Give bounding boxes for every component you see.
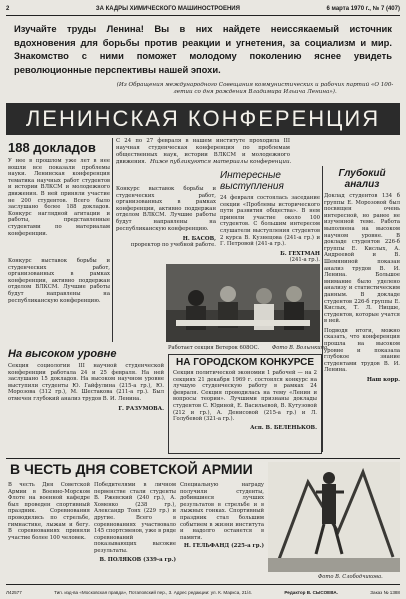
- conference-banner: ЛЕНИНСКАЯ КОНФЕРЕНЦИЯ: [6, 103, 400, 135]
- left-article2: [8, 348, 164, 412]
- left-article-body: У нее в прошлом уже лет в нее вошли все показали проблемы науки. Ленинская конференция тематика научных работ студентов и истории ВЛКСМ и молодежного движения. В ней приняли участие не 200 студентов. Всего было заслушано более 188 докладов. Конкурс наглядной агитации и работы, представленные студентами по материалам конференции.: [8, 158, 110, 237]
- footer-rule: [6, 584, 400, 585]
- page-footer: [6, 588, 400, 596]
- left-article2-headline: На высоком уровне: [8, 348, 117, 360]
- right-article-body: Доклад студентов 134 б группы Е. Морозовой был посвящен очень интересной, но ранее не изученной теме. Работа выполнена на высоком научном уровне. В докладе студентов 226-б группы Е. Кислых, А. Андреевой и В. Шемяниной показан анализ трудов В. И. Ленина. Большое внимание было уделено анализу и статистическим данным. В докладе студентов 226-б группы Е. Кислых, Т. Л. Ницше, студентов, которые учатся в ней.: [324, 193, 400, 325]
- page-number: 2: [6, 6, 10, 12]
- mid-article: [220, 170, 320, 263]
- left-article-body-col2: Конкурс выставок борьбы и студенческих работ, организованных в рамках конференции, активно поддержан отделом ВЛКСМ. Лучшие работы будут направлены на республиканскую конференцию.: [116, 186, 216, 232]
- conference-photo: [166, 264, 320, 342]
- photo2-credit: Фото В. Слободчикова.: [318, 574, 383, 580]
- army-col1: В честь Дня Советской Армии в Военно-Морском Флоте на военной кафедре был проведен спортивный праздник. Соревнования проводились по стрельбе, гимнастике, лыжам и бегу. В соревнованиях приняли участие более 100 человек.: [8, 482, 90, 541]
- mid-article-sign: Б. ГЕХТМАН: [280, 250, 320, 257]
- footer-code: Л42577: [6, 589, 22, 595]
- footer-printer: Тип. изд-ва «Московская правда», Потаповский пер., 3. Адрес редакции: ул. К. Маркса, 21/4.: [54, 589, 253, 595]
- left-article-headline: 188 докладов: [8, 140, 96, 155]
- photo1-credit: Фото В. Волынкина.: [272, 345, 329, 351]
- left-article2-sign: Г. РАЗУМОВА.: [118, 405, 164, 412]
- right-article: [324, 168, 400, 383]
- army-sign3: Н. ГЕЛЬФАНД (225-а гр.): [183, 543, 264, 550]
- lenin-quote: Изучайте труды Ленина! Вы в них найдете неиссякаемый источник вдохновения для борьбы против реакции и угнетения, за социализм и мир. Знакомство с ними поможет молодому поколению яснее увидеть революционные перспективы нашей эпохи.: [14, 23, 392, 75]
- army-photo-image: [268, 462, 400, 572]
- city-contest-sign: Асп. В. БЕЛЕНЬКОВ.: [250, 424, 317, 431]
- footer-order: Заказ № 1388: [370, 589, 400, 595]
- city-contest-body: Секция политической экономии 1 рабочей — на 2 секциях 21 декабря 1969 г. состоялся конкурс на лучшую студенческую работу в рамках 24 февраля. Секция проводилась на тему «Ленин и вопросы теории». Лучшими признаны доклады студентов С. Юдиной, Е. Васильевой, В. Кутузовой (212 и гр.), А. Денисовой (215-а гр.) и Л. Голубевой (321-а гр.).: [173, 370, 317, 423]
- army-col3-wrap: [180, 482, 264, 549]
- photo1-caption: Работает секция Ветерок 608ОС.: [168, 345, 260, 351]
- left-article-col2: [116, 186, 216, 249]
- column-divider: [322, 166, 323, 452]
- mid-article-sign-group: (241-а гр.).: [289, 256, 320, 263]
- right-article-headline: Глубокий анализ: [338, 168, 386, 190]
- quote-source: (Из Обращения международного Совещания коммунистических и рабочих партий «О 100-летии со дня рождения Владимира Ильича Ленина»).: [116, 82, 394, 95]
- army-photo: [268, 462, 400, 572]
- army-headline: В ЧЕСТЬ ДНЯ СОВЕТСКОЙ АРМИИ: [10, 461, 253, 477]
- army-col2: Победителями в личном первенстве стали студенты В. Ржевский (240 гр.), А. Хоменко (238 гр.), Александр Тонх (229 гр.) и другие. Всего в соревнованиях участвовало 145 спортсменов, уже в ряде соревнований показывающих высокие результаты.: [94, 482, 176, 554]
- city-contest-box: [168, 354, 322, 454]
- left-article-sign: Н. БАСОВ,: [182, 236, 216, 243]
- header-rule: [6, 15, 400, 16]
- right-article-sign: Наш корр.: [366, 377, 400, 384]
- conference-lede: С 24 по 27 февраля в нашем институте проходила III научная студенческая конференция по проблемам общественных наук, истории ВЛКСМ и молодежного движения.: [116, 138, 290, 165]
- left-article-body2: Конкурс выставок борьбы и студенческих работ, организованных в рамках конференции, активно поддержан отделом ВЛКСМ. Лучшие работы будут направлены на республиканскую конференцию.: [8, 258, 110, 304]
- city-contest-headline: НА ГОРОДСКОМ КОНКУРСЕ: [175, 357, 315, 368]
- left-article-cont: [8, 258, 110, 304]
- lede-note: Ниже публикуются материалы конференции.: [150, 159, 292, 165]
- column-divider: [112, 138, 113, 342]
- right-article-body2: Подводя итоги, можно сказать, что конференция прошла на высоком уровне и показала глубокое знание студентами трудов В. И. Ленина.: [324, 327, 400, 374]
- left-article2-body: Секция социологии III научной студенческой конференции работала 24 и 25 февраля. На ней заслушано 15 докладов. На высоком научном уровне выступили студенты Ю. Гайфулина (215-а гр.), Ю. Морозова (312 гр.), М. Шестакова (211-а гр.). Был отмечен глубокий анализ трудов В. И. Ленина.: [8, 363, 164, 402]
- mid-article-headline: Интересные выступления: [220, 170, 284, 192]
- army-col2-wrap: [94, 482, 176, 563]
- army-sign2: В. ПОЛЯКОВ (339-а гр.): [99, 556, 176, 563]
- left-article-sign-role: проректор по учебной работе.: [130, 242, 216, 249]
- issue-date: 6 марта 1970 г., № 7 (407): [326, 6, 400, 12]
- page-header: [6, 4, 400, 14]
- footer-editor: Редактор В. СЫСОЕВА.: [284, 589, 338, 595]
- conference-photo-image: [166, 264, 320, 342]
- newspaper-title: ЗА КАДРЫ ХИМИЧЕСКОГО МАШИНОСТРОЕНИЯ: [95, 6, 240, 12]
- left-article: [8, 140, 110, 237]
- army-col3: Специальную награду получили студенты, добившиеся лучших результатов в стрельбе и в лыжных гонках. Спортивный праздник стал большим событием в жизни института и надолго останется в памяти.: [180, 482, 264, 541]
- army-rule: [6, 458, 400, 459]
- mid-article-body: 24 февраля состоялась заседание секции «Проблемы исторического пути развития общества». В нем приняли участие около 100 студентов. С большим интересом слушатели выступления студентов 2 курса В. Кузнецова (241-а гр.) и Г. Петровой (241-а гр.).: [220, 195, 320, 248]
